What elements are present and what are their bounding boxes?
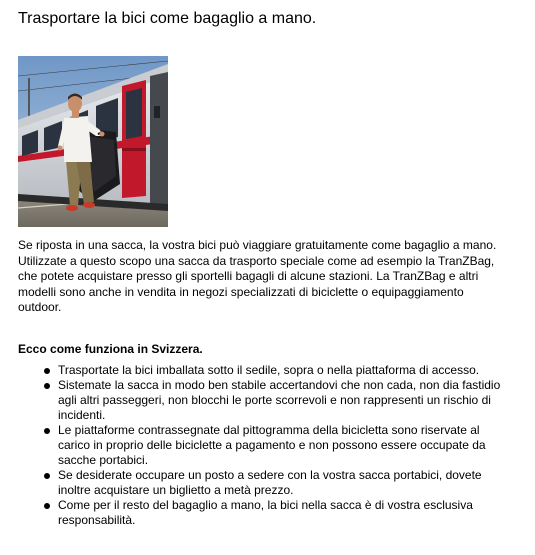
section-heading: Ecco come funziona in Svizzera. (18, 342, 203, 356)
bullet-dot-icon (44, 503, 50, 509)
bullet-list (0, 363, 505, 528)
bullet-dot-icon (44, 428, 50, 434)
man-with-bike-bag-photo (18, 56, 168, 227)
bullet-dot-icon (44, 473, 50, 479)
list-item-text: Come per il resto del bagaglio a mano, la bici nella sacca è di vostra esclusiva responsabilità. (58, 498, 473, 527)
bullet-dot-icon (44, 368, 50, 374)
list-item (0, 498, 505, 528)
bullet-dot-icon (44, 383, 50, 389)
list-item-text: Sistemate la sacca in modo ben stabile accertandovi che non cada, non dia fastidio agli altri passeggeri, non blocchi le porte scorrevoli e non rappresenti un rischio di incidenti. (58, 378, 501, 422)
page-title: Trasportare la bici come bagaglio a mano. (18, 10, 317, 27)
list-item (0, 378, 505, 423)
list-item-text: Le piattaforme contrassegnate dal pittogramma della bicicletta sono riservate al carico in proprio delle biciclette a pagamento e non possono essere occupate da sacche portabici. (58, 423, 486, 467)
intro-paragraph: Se riposta in una sacca, la vostra bici può viaggiare gratuitamente come bagaglio a mano. Utilizzate a questo scopo una sacca da trasporto speciale come ad esempio la TranZBag, che potete acquistare presso gli sportelli bagagli di alcune stazioni. La TranZBag e altri modelli sono anche in vendita in negozi specializzati di biciclette o equipaggiamento outdoor. (18, 238, 497, 314)
list-item-text: Se desiderate occupare un posto a sedere con la vostra sacca portabici, dovete inoltre acquistare un biglietto a metà prezzo. (58, 468, 482, 497)
list-item (0, 468, 505, 498)
list-item (0, 363, 505, 378)
list-item (0, 423, 505, 468)
list-item-text: Trasportate la bici imballata sotto il sedile, sopra o nella piattaforma di accesso. (58, 363, 480, 377)
